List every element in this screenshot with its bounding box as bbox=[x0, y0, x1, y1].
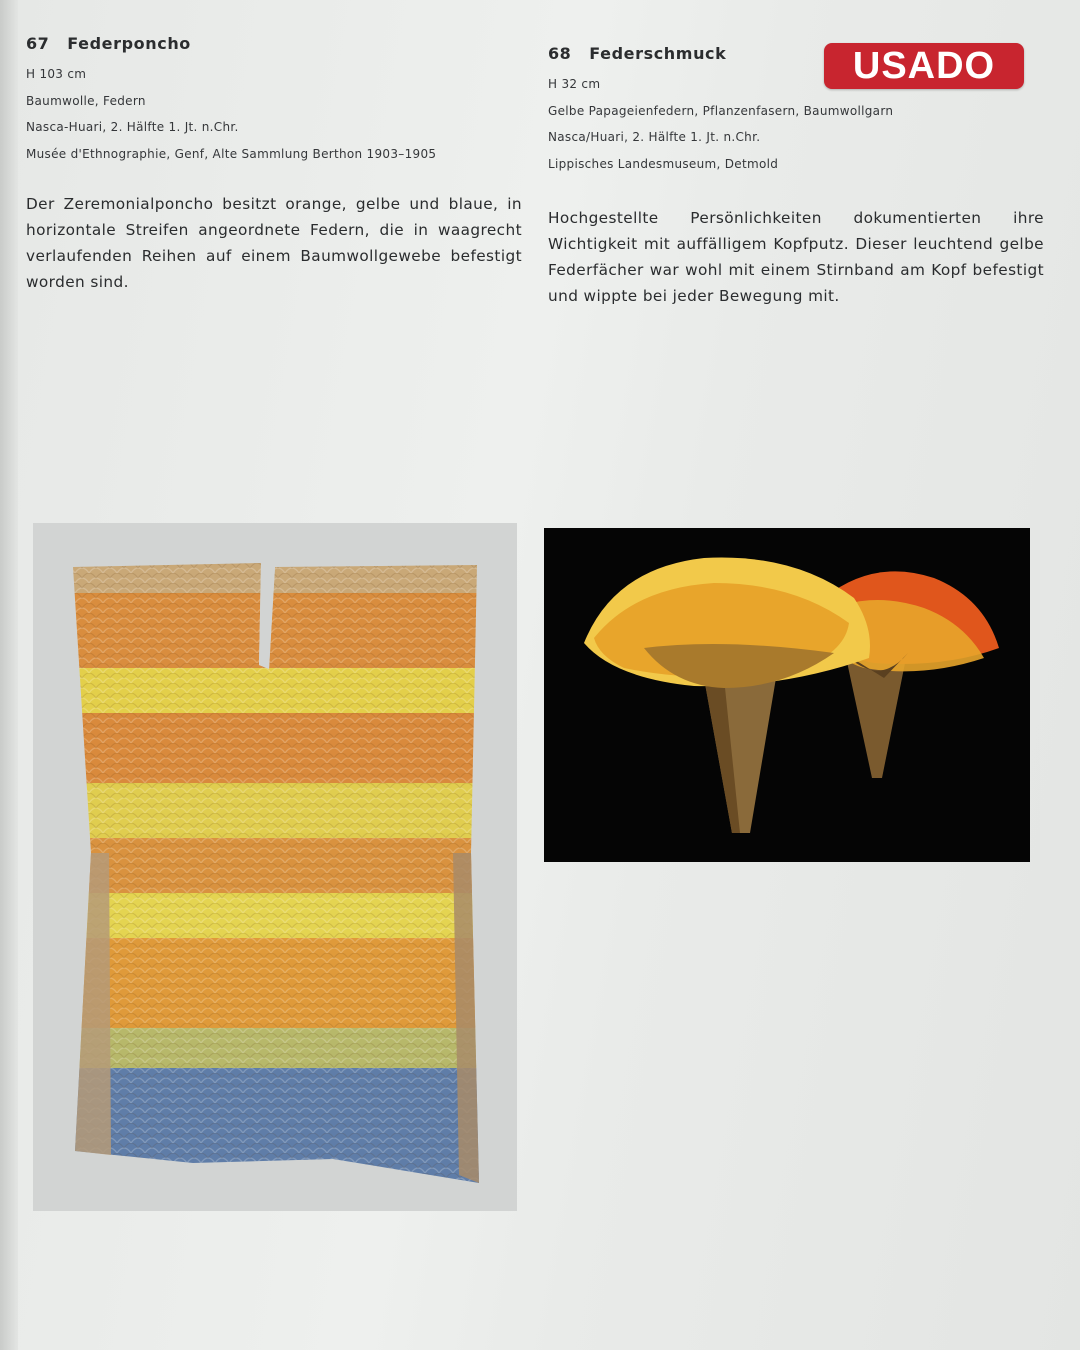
fan-photo bbox=[544, 528, 1030, 862]
entry-dimensions: H 103 cm bbox=[26, 67, 87, 81]
poncho-photo bbox=[33, 523, 517, 1211]
entry-heading bbox=[26, 34, 526, 53]
entry-collection: Musée d'Ethnographie, Genf, Alte Sammlung Berthon 1903–1905 bbox=[26, 146, 437, 161]
entry-description: Hochgestellte Persönlichkeiten dokumentierten ihre Wichtigkeit mit auffälligem Kopfputz. Dieser leuchtend gelbe Federfächer war wohl mit einem Stirnband am Kopf befestigt und wippte bei jeder Bewegung mit. bbox=[548, 209, 1044, 305]
entry-title: Federponcho bbox=[67, 34, 191, 53]
poncho-illustration bbox=[33, 523, 517, 1211]
entry-culture-date: Nasca/Huari, 2. Hälfte 1. Jt. n.Chr. bbox=[548, 130, 761, 144]
entry-materials: Gelbe Papageienfedern, Pflanzenfasern, Baumwollgarn bbox=[548, 103, 894, 118]
entry-culture-date: Nasca-Huari, 2. Hälfte 1. Jt. n.Chr. bbox=[26, 120, 239, 134]
entry-title: Federschmuck bbox=[589, 44, 727, 63]
book-spine-shadow bbox=[0, 0, 18, 1350]
feather-fan-illustration bbox=[544, 528, 1030, 862]
entry-dimensions: H 32 cm bbox=[548, 77, 601, 91]
entry-number: 67 bbox=[26, 34, 50, 53]
entry-collection: Lippisches Landesmuseum, Detmold bbox=[548, 156, 779, 171]
entry-materials: Baumwolle, Federn bbox=[26, 93, 146, 108]
entry-number: 68 bbox=[548, 44, 572, 63]
catalog-entry-67 bbox=[26, 34, 526, 295]
used-badge: USADO bbox=[824, 43, 1024, 89]
entry-description: Der Zeremonialponcho besitzt orange, gelbe und blaue, in horizontale Streifen angeordnete Federn, die in waagrecht verlaufenden Reihen auf einem Baumwollgewebe befestigt worden sind. bbox=[26, 195, 522, 291]
